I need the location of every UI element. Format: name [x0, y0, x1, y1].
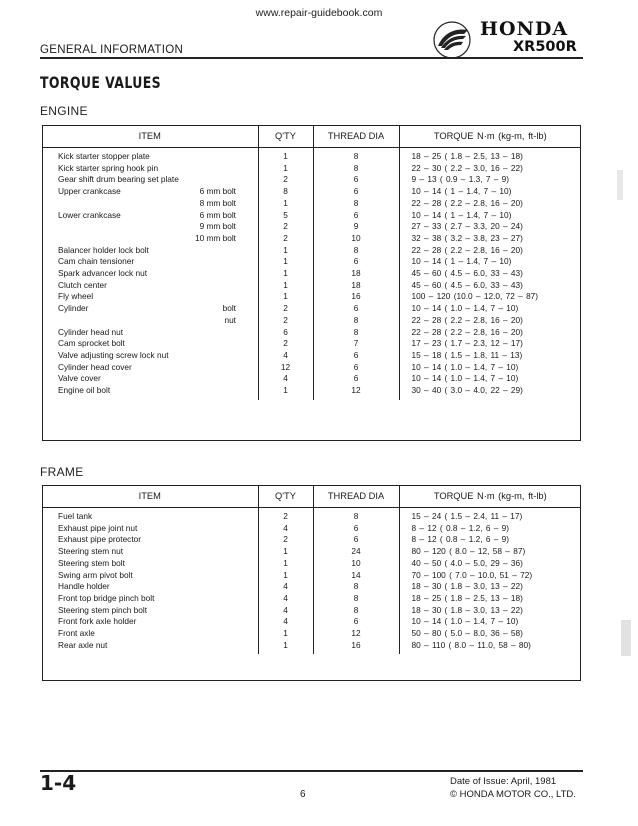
page-title: TORQUE VALUES: [40, 73, 162, 92]
torque-cell: 32 – 38 ( 3.2 – 3.8, 23 – 27): [411, 232, 523, 243]
model-name: XR500R: [513, 39, 577, 55]
torque-cell: 22 – 28 ( 2.2 – 2.8, 16 – 20): [411, 197, 523, 208]
thread-cell: 16: [313, 640, 399, 655]
item-name: Cylinder head nut: [58, 326, 124, 337]
item-cell: [42, 233, 258, 245]
qty-cell: 2: [258, 338, 313, 350]
qty-cell: 1: [258, 163, 313, 175]
col-item: ITEM: [42, 125, 258, 148]
table-row: [42, 350, 581, 362]
section-label: GENERAL INFORMATION: [40, 44, 184, 56]
item-name: Steering stem bolt: [58, 557, 125, 568]
torque-cell: 22 – 30 ( 2.2 – 3.0, 16 – 22): [411, 162, 523, 173]
torque-cell: 10 – 14 ( 1 – 1.4, 7 – 10): [411, 256, 512, 267]
thread-cell: 9: [313, 221, 399, 233]
item-cell: [42, 362, 258, 374]
table-row: [42, 148, 581, 163]
thread-cell: 8: [313, 315, 399, 327]
torque-cell: 50 – 80 ( 5.0 – 8.0, 36 – 58): [411, 628, 523, 639]
table-row: [42, 291, 581, 303]
item-cell: [42, 174, 258, 186]
scan-artifact: [617, 170, 623, 200]
item-name: Cylinder head cover: [58, 361, 132, 372]
item-cell: [42, 628, 258, 640]
thread-cell: 6: [313, 174, 399, 186]
torque-cell: 8 – 12 ( 0.8 – 1.2, 6 – 9): [411, 522, 510, 533]
item-spec: 10 mm bolt: [194, 232, 236, 243]
torque-cell: 22 – 28 ( 2.2 – 2.8, 16 – 20): [411, 314, 523, 325]
table-row: [42, 581, 581, 593]
item-name: Cylinder: [58, 303, 89, 314]
torque-cell: 22 – 28 ( 2.2 – 2.8, 16 – 20): [411, 326, 523, 337]
qty-cell: 1: [258, 148, 313, 163]
table-row: [42, 268, 581, 280]
qty-cell: 2: [258, 303, 313, 315]
item-cell: [42, 245, 258, 257]
col-thread: THREAD DIA: [313, 485, 399, 508]
col-torque: TORQUE N·m (kg-m, ft-lb): [399, 125, 581, 148]
frame-torque-table: [42, 485, 581, 654]
torque-cell: 18 – 25 ( 1.8 – 2.5, 13 – 18): [411, 592, 523, 603]
item-spec: 8 mm bolt: [199, 197, 236, 208]
item-name: Cam chain tensioner: [58, 256, 135, 267]
table-row: [42, 233, 581, 245]
item-cell: [42, 593, 258, 605]
item-name: Kick starter spring hook pin: [58, 162, 159, 173]
qty-cell: 4: [258, 523, 313, 535]
torque-cell: 27 – 33 ( 2.7 – 3.3, 20 – 24): [411, 221, 523, 232]
qty-cell: 1: [258, 570, 313, 582]
thread-cell: 14: [313, 570, 399, 582]
thread-cell: 24: [313, 546, 399, 558]
item-cell: [42, 534, 258, 546]
table-row: [42, 280, 581, 292]
item-name: Valve cover: [58, 373, 101, 384]
thread-cell: 6: [313, 616, 399, 628]
item-cell: [42, 256, 258, 268]
item-cell: [42, 508, 258, 523]
item-name: Fly wheel: [58, 291, 94, 302]
torque-cell: 80 – 120 ( 8.0 – 12, 58 – 87): [411, 546, 526, 557]
thread-cell: 7: [313, 338, 399, 350]
table-row: [42, 546, 581, 558]
torque-cell: 18 – 30 ( 1.8 – 3.0, 13 – 22): [411, 581, 523, 592]
table-row: [42, 245, 581, 257]
thread-cell: 6: [313, 256, 399, 268]
table-row: [42, 605, 581, 617]
qty-cell: 2: [258, 174, 313, 186]
thread-cell: 6: [313, 350, 399, 362]
item-cell: [42, 581, 258, 593]
item-spec: 9 mm bolt: [199, 221, 236, 232]
qty-cell: 1: [258, 268, 313, 280]
thread-cell: 8: [313, 148, 399, 163]
qty-cell: 1: [258, 546, 313, 558]
qty-cell: 5: [258, 210, 313, 222]
thread-cell: 10: [313, 558, 399, 570]
item-cell: [42, 268, 258, 280]
item-cell: [42, 291, 258, 303]
item-name: Exhaust pipe joint nut: [58, 522, 138, 533]
torque-cell: 30 – 40 ( 3.0 – 4.0, 22 – 29): [411, 385, 523, 396]
table-row: [42, 186, 581, 198]
torque-cell: 100 – 120 (10.0 – 12.0, 72 – 87): [411, 291, 539, 302]
qty-cell: 1: [258, 558, 313, 570]
thread-cell: 16: [313, 291, 399, 303]
table-row: [42, 593, 581, 605]
thread-cell: 10: [313, 233, 399, 245]
table-row: [42, 628, 581, 640]
torque-cell: 10 – 14 ( 1.0 – 1.4, 7 – 10): [411, 373, 519, 384]
table-row: [42, 570, 581, 582]
item-cell: [42, 338, 258, 350]
issue-date: Date of Issue: April, 1981: [450, 776, 557, 787]
qty-cell: 2: [258, 221, 313, 233]
torque-cell: 17 – 23 ( 1.7 – 2.3, 12 – 17): [411, 338, 523, 349]
page-number: 1-4: [40, 771, 77, 795]
item-cell: [42, 616, 258, 628]
qty-cell: 1: [258, 640, 313, 655]
frame-heading: FRAME: [40, 465, 84, 479]
table-row: [42, 373, 581, 385]
thread-cell: 6: [313, 303, 399, 315]
qty-cell: 1: [258, 198, 313, 210]
thread-cell: 6: [313, 186, 399, 198]
item-cell: [42, 280, 258, 292]
table-row: [42, 198, 581, 210]
thread-cell: 6: [313, 523, 399, 535]
item-name: Front axle: [58, 628, 95, 639]
thread-cell: 6: [313, 534, 399, 546]
item-cell: [42, 221, 258, 233]
table-row: [42, 221, 581, 233]
item-cell: [42, 546, 258, 558]
qty-cell: 6: [258, 327, 313, 339]
qty-cell: 1: [258, 280, 313, 292]
thread-cell: 6: [313, 362, 399, 374]
thread-cell: 8: [313, 245, 399, 257]
item-spec: 6 mm bolt: [199, 186, 236, 197]
item-cell: [42, 640, 258, 655]
honda-wing-logo-icon: [428, 20, 476, 60]
qty-cell: 2: [258, 233, 313, 245]
qty-cell: 1: [258, 291, 313, 303]
item-cell: [42, 210, 258, 222]
table-row: [42, 362, 581, 374]
item-cell: [42, 373, 258, 385]
item-cell: [42, 350, 258, 362]
qty-cell: 2: [258, 315, 313, 327]
thread-cell: 8: [313, 508, 399, 523]
torque-cell: 15 – 18 ( 1.5 – 1.8, 11 – 13): [411, 349, 523, 360]
table-row: [42, 523, 581, 535]
table-row: [42, 385, 581, 400]
item-cell: [42, 523, 258, 535]
qty-cell: 12: [258, 362, 313, 374]
qty-cell: 4: [258, 605, 313, 617]
torque-cell: 45 – 60 ( 4.5 – 6.0, 33 – 43): [411, 268, 523, 279]
thread-cell: 8: [313, 198, 399, 210]
torque-cell: 15 – 24 ( 1.5 – 2.4, 11 – 17): [411, 511, 523, 521]
item-name: Clutch center: [58, 279, 107, 290]
thread-cell: 6: [313, 210, 399, 222]
qty-cell: 2: [258, 534, 313, 546]
qty-cell: 4: [258, 581, 313, 593]
table-row: [42, 616, 581, 628]
torque-cell: 45 – 60 ( 4.5 – 6.0, 33 – 43): [411, 279, 523, 290]
engine-heading: ENGINE: [40, 104, 88, 118]
torque-cell: 22 – 28 ( 2.2 – 2.8, 16 – 20): [411, 244, 523, 255]
thread-cell: 8: [313, 327, 399, 339]
col-thread: THREAD DIA: [313, 125, 399, 148]
thread-cell: 12: [313, 628, 399, 640]
item-name: Gear shift drum bearing set plate: [58, 174, 179, 185]
item-cell: [42, 605, 258, 617]
table-row: [42, 174, 581, 186]
item-cell: [42, 148, 258, 163]
torque-cell: 40 – 50 ( 4.0 – 5.0, 29 – 36): [411, 557, 523, 568]
torque-cell: 8 – 12 ( 0.8 – 1.2, 6 – 9): [411, 534, 510, 545]
item-name: Swing arm pivot bolt: [58, 569, 133, 580]
item-name: Fuel tank: [58, 511, 93, 521]
item-spec: nut: [224, 314, 236, 325]
table-row: [42, 558, 581, 570]
thread-cell: 8: [313, 581, 399, 593]
qty-cell: 4: [258, 616, 313, 628]
torque-cell: 18 – 30 ( 1.8 – 3.0, 13 – 22): [411, 604, 523, 615]
item-name: Front top bridge pinch bolt: [58, 592, 155, 603]
table-row: [42, 256, 581, 268]
item-name: Valve adjusting screw lock nut: [58, 349, 169, 360]
item-name: Balancer holder lock bolt: [58, 244, 149, 255]
scan-artifact: [621, 620, 631, 656]
torque-cell: 9 – 13 ( 0.9 – 1.3, 7 – 9): [411, 174, 510, 185]
table-row: [42, 315, 581, 327]
torque-cell: 10 – 14 ( 1 – 1.4, 7 – 10): [411, 209, 512, 220]
thread-cell: 8: [313, 593, 399, 605]
item-spec: 6 mm bolt: [199, 209, 236, 220]
col-qty: Q'TY: [258, 485, 313, 508]
qty-cell: 1: [258, 245, 313, 257]
center-page-number: 6: [300, 789, 306, 800]
col-qty: Q'TY: [258, 125, 313, 148]
item-name: Steering stem nut: [58, 546, 124, 557]
item-name: Exhaust pipe protector: [58, 534, 142, 545]
thread-cell: 6: [313, 373, 399, 385]
item-name: Engine oil bolt: [58, 385, 111, 396]
item-name: Spark advancer lock nut: [58, 268, 148, 279]
item-name: Rear axle nut: [58, 639, 108, 650]
qty-cell: 4: [258, 350, 313, 362]
item-cell: [42, 303, 258, 315]
torque-cell: 70 – 100 ( 7.0 – 10.0, 51 – 72): [411, 569, 533, 580]
item-cell: [42, 186, 258, 198]
item-name: Cam sprocket bolt: [58, 338, 125, 349]
item-name: Handle holder: [58, 581, 110, 592]
qty-cell: 1: [258, 256, 313, 268]
issue-info: [450, 775, 576, 801]
table-row: [42, 303, 581, 315]
item-name: Steering stem pinch bolt: [58, 604, 148, 615]
table-row: [42, 338, 581, 350]
engine-torque-table: [42, 125, 581, 400]
header-rule: [40, 57, 583, 59]
table-row: [42, 534, 581, 546]
table-row: [42, 163, 581, 175]
qty-cell: 1: [258, 628, 313, 640]
brand-name: HONDA: [480, 18, 569, 40]
item-name: Front fork axle holder: [58, 616, 137, 627]
thread-cell: 12: [313, 385, 399, 400]
item-cell: [42, 558, 258, 570]
table-row: [42, 210, 581, 222]
item-spec: bolt: [222, 303, 236, 314]
qty-cell: 1: [258, 385, 313, 400]
item-cell: [42, 327, 258, 339]
source-url: www.repair-guidebook.com: [255, 7, 383, 19]
qty-cell: 8: [258, 186, 313, 198]
item-name: Kick starter stopper plate: [58, 151, 150, 161]
item-cell: [42, 570, 258, 582]
torque-cell: 80 – 110 ( 8.0 – 11.0, 58 – 80): [411, 639, 531, 650]
col-item: ITEM: [42, 485, 258, 508]
thread-cell: 8: [313, 163, 399, 175]
torque-cell: 10 – 14 ( 1.0 – 1.4, 7 – 10): [411, 616, 519, 627]
footer-rule: [40, 770, 583, 772]
qty-cell: 4: [258, 593, 313, 605]
copyright: © HONDA MOTOR CO., LTD.: [450, 789, 576, 800]
torque-cell: 18 – 25 ( 1.8 – 2.5, 13 – 18): [411, 151, 523, 161]
item-name: Upper crankcase: [58, 186, 121, 197]
table-row: [42, 508, 581, 523]
item-cell: [42, 385, 258, 400]
thread-cell: 18: [313, 280, 399, 292]
torque-cell: 10 – 14 ( 1.0 – 1.4, 7 – 10): [411, 303, 519, 314]
item-cell: [42, 163, 258, 175]
item-cell: [42, 315, 258, 327]
col-torque: TORQUE N·m (kg-m, ft-lb): [399, 485, 581, 508]
thread-cell: 18: [313, 268, 399, 280]
qty-cell: 4: [258, 373, 313, 385]
torque-cell: 10 – 14 ( 1.0 – 1.4, 7 – 10): [411, 361, 519, 372]
table-row: [42, 327, 581, 339]
item-name: Lower crankcase: [58, 209, 121, 220]
item-cell: [42, 198, 258, 210]
torque-cell: 10 – 14 ( 1 – 1.4, 7 – 10): [411, 186, 512, 197]
table-row: [42, 640, 581, 655]
thread-cell: 8: [313, 605, 399, 617]
qty-cell: 2: [258, 508, 313, 523]
